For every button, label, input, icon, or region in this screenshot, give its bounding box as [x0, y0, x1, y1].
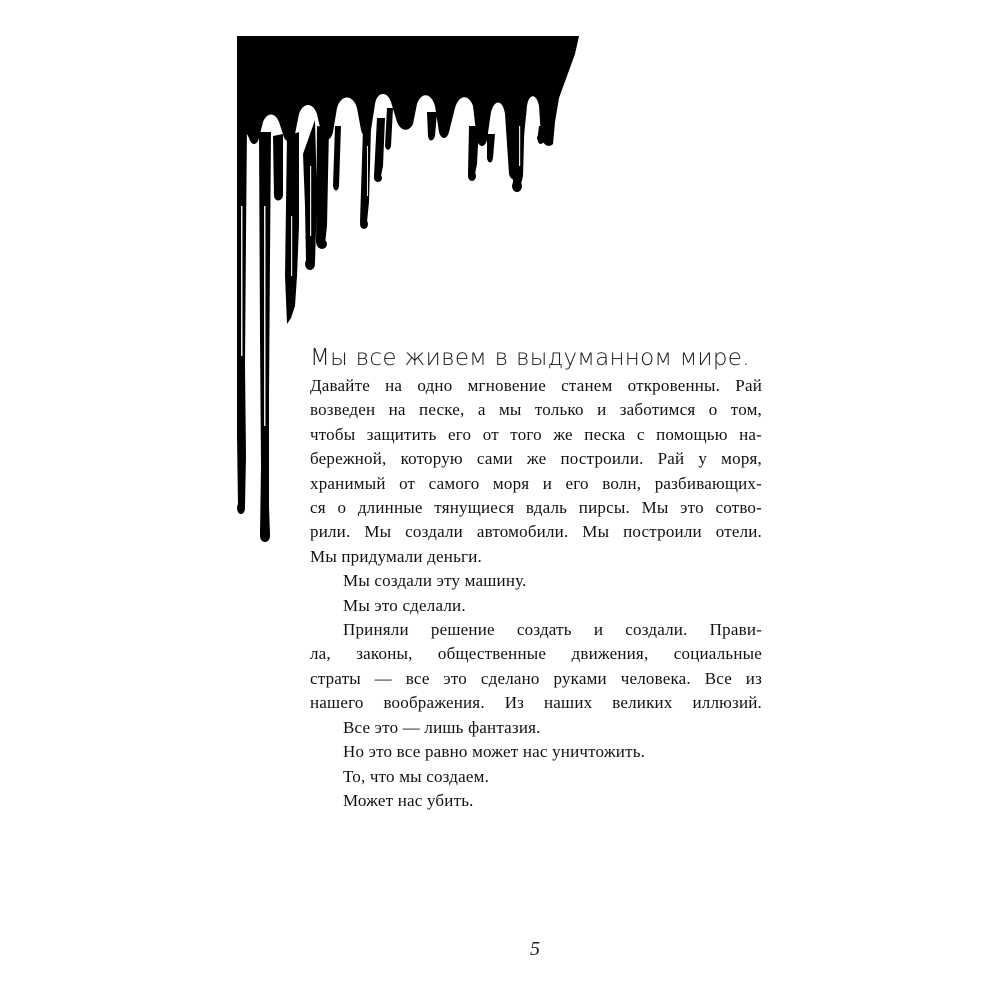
text-line: нашего воображения. Из наших великих иллюзий.	[310, 693, 762, 713]
text-line: Давайте на одно мгновение станем откровенны. Рай	[310, 376, 762, 395]
text-line: То, что мы создаем.	[343, 766, 490, 786]
body-text	[310, 343, 762, 813]
text-line: хранимый от самого моря и его волн, разбивающих-	[310, 473, 762, 493]
text-line: Мы придумали деньги.	[310, 546, 482, 566]
first-paragraph	[310, 374, 762, 569]
text-line: Но это все равно может нас уничтожить.	[343, 742, 646, 762]
text-line: ла, законы, общественные движения, социальные	[310, 644, 762, 664]
text-line: Мы создали эту машину.	[343, 571, 527, 591]
text-line: ся о длинные тянущиеся вдаль пирсы. Мы это сотво-	[310, 498, 762, 518]
text-line: бережной, которую сами же построили. Рай у моря,	[310, 449, 762, 469]
text-line: Мы это сделали.	[343, 595, 466, 615]
text-line: Приняли решение создать и создали. Прави-	[343, 620, 762, 640]
text-line: возведен на песке, а мы только и заботимся о том,	[310, 400, 762, 420]
text-line: Все это — лишь фантазия.	[343, 717, 541, 737]
third-paragraph	[310, 618, 762, 716]
page-number: 5	[530, 938, 540, 960]
opening-line: Мы все живем в выдуманном мире.	[310, 345, 750, 371]
short-lines	[310, 569, 762, 618]
closing-lines	[310, 716, 762, 814]
text-line: чтобы защитить его от того же песка с помощью на-	[310, 424, 762, 444]
text-line: страты — все это сделано руками человека. Все из	[310, 668, 762, 688]
text-line: рили. Мы создали автомобили. Мы построили отели.	[310, 522, 762, 542]
text-line: Может нас убить.	[343, 790, 474, 810]
